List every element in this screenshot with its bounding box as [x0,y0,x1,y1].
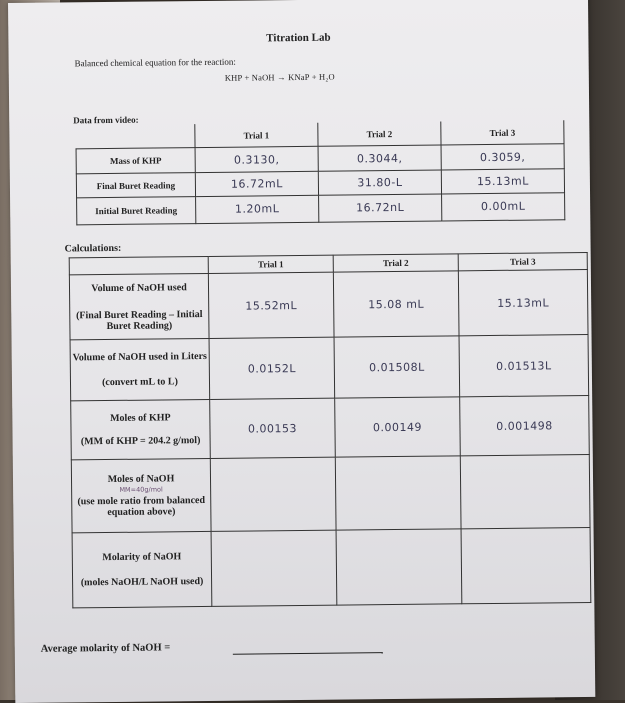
cell-final-trial-1: 16.72mL [195,171,318,196]
average-molarity-label: Average molarity of NaOH = [40,642,171,655]
row-label-moles-khp [71,399,211,459]
handwritten-note: MM=40g/mol [119,485,163,494]
calculations-table [69,252,592,608]
label-main: Volume of NaOH used in Liters [72,350,207,364]
row-label-molarity [72,531,212,607]
calc-header-trial-1: Trial 1 [208,255,333,273]
cell-liters-trial-1: 0.0152L [209,337,335,399]
data-section-label: Data from video: [73,114,139,126]
cell-moles-khp-trial-1: 0.00153 [210,398,336,458]
calc-section-label: Calculations: [64,242,122,255]
cell-moles-naoh-trial-3 [460,454,590,528]
row-label-moles-naoh [71,458,211,532]
data-header-trial-2: Trial 2 [318,122,441,147]
cell-final-trial-3: 15.13mL [441,169,564,194]
label-main: Volume of NaOH used [91,281,187,294]
table-row [70,334,589,400]
cell-volume-trial-2: 15.08 mL [333,271,459,337]
cell-mass-trial-3: 0.3059, [441,144,564,170]
cell-moles-naoh-trial-1 [210,457,336,531]
cell-moles-khp-trial-2: 0.00149 [335,397,461,457]
label-main: Moles of NaOH [107,473,175,486]
cell-initial-trial-1: 1.20mL [196,195,319,223]
cell-liters-trial-2: 0.01508L [334,336,460,398]
cell-mass-trial-1: 0.3130, [195,146,318,172]
cell-final-trial-2: 31.80-L [318,170,441,195]
cell-liters-trial-3: 0.01513L [459,334,589,396]
cell-volume-trial-1: 15.52mL [208,272,334,338]
table-row [77,193,565,225]
calc-header-trial-3: Trial 3 [458,252,587,270]
cell-mass-trial-2: 0.3044, [318,145,441,171]
data-header-trial-1: Trial 1 [195,123,318,148]
average-molarity-blank [233,652,383,655]
table-row [71,454,590,532]
label-sub: (convert mL to L) [102,376,178,389]
cell-molarity-trial-3 [461,527,591,603]
cell-molarity-trial-1 [211,530,337,606]
row-label-volume-naoh [69,273,209,339]
data-header-trial-3: Trial 3 [441,120,564,145]
page-title: Titration Lab [266,31,331,45]
label-sub: (moles NaOH/L NaOH used) [80,576,204,589]
cell-moles-khp-trial-3: 0.001498 [460,395,590,455]
calc-header-trial-2: Trial 2 [333,254,458,272]
table-row [71,395,590,459]
equation-instruction: Balanced chemical equation for the reaction: [74,56,236,69]
label-sub: (MM of KHP = 204.2 g/mol) [80,435,201,448]
table-row [69,269,588,339]
label-main: Moles of KHP [110,412,171,424]
cell-volume-trial-3: 15.13mL [458,269,588,335]
cell-initial-trial-2: 16.72nL [319,194,442,222]
row-label-final-buret: Final Buret Reading [76,173,195,198]
cell-initial-trial-3: 0.00mL [442,193,565,221]
label-sub: (use mole ratio from balanced equation above) [77,495,206,519]
row-label-initial-buret: Initial Buret Reading [77,197,196,225]
chemical-equation: KHP + NaOH → KNaP + H₂O [224,71,335,83]
row-label-volume-liters [70,338,210,400]
label-sub: (Final Buret Reading – Initial Buret Reading) [75,308,203,332]
cell-molarity-trial-2 [336,529,462,605]
data-table [75,120,565,225]
label-main: Molarity of NaOH [102,551,182,564]
cell-moles-naoh-trial-2 [335,456,461,530]
row-label-mass-khp: Mass of KHP [76,148,195,174]
table-row [72,527,591,607]
worksheet-paper [8,0,595,703]
